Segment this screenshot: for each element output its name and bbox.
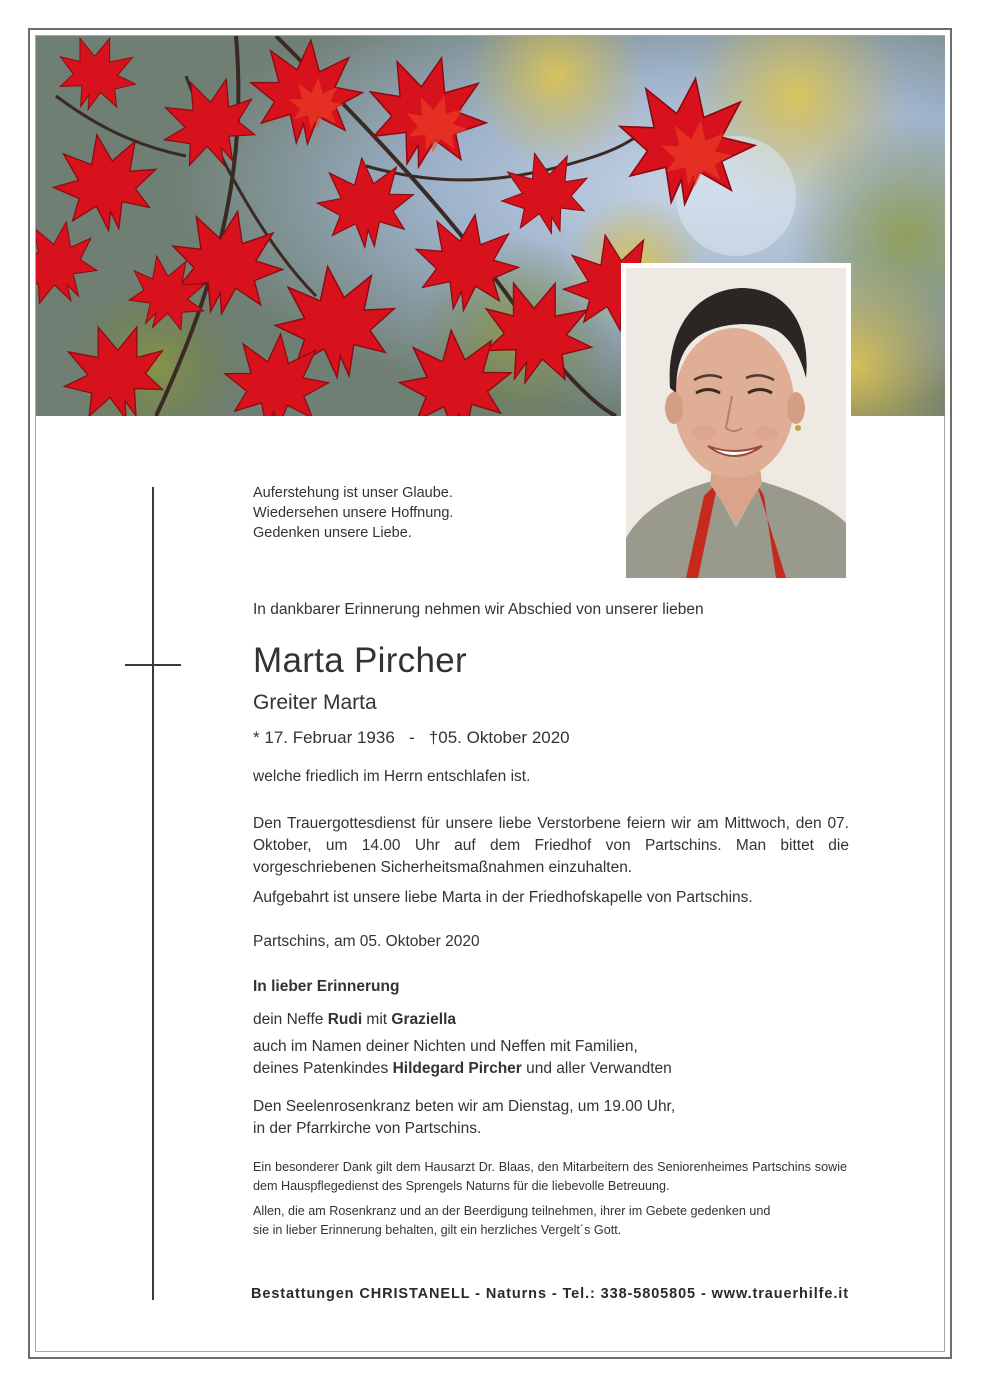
footer-funeral-home: Bestattungen CHRISTANELL - Naturns - Tel.: 338-5805805 - www.trauerhilfe.it — [251, 1286, 849, 1302]
godchild-prefix: deines Patenkindes — [253, 1060, 393, 1077]
rosary-text — [253, 1096, 675, 1140]
birth-symbol: * — [253, 728, 260, 747]
portrait-photo — [621, 263, 851, 583]
family-lines — [253, 1036, 672, 1080]
service-text: Den Trauergottesdienst für unsere liebe Verstorbene feiern wir am Mittwoch, den 07. Oktober, um 14.00 Uhr auf dem Friedhof von Partschins. Man bittet die vorgeschriebenen Sicherheitsmaßnahmen einzuhalten. — [253, 815, 849, 876]
nephew-name: Rudi — [327, 1011, 363, 1028]
godchild-suffix: und aller Verwandten — [521, 1060, 672, 1077]
family-line-3 — [253, 1058, 672, 1080]
verse-line-2: Wiedersehen unsere Hoffnung. — [253, 505, 454, 521]
memory-heading: In lieber Erinnerung — [253, 978, 400, 995]
intro-text: In dankbarer Erinnerung nehmen wir Abschied von unserer lieben — [253, 601, 704, 618]
godchild-name: Hildegard Pircher — [392, 1060, 522, 1077]
portrait-image — [626, 268, 846, 578]
deceased-name: Marta Pircher — [253, 641, 467, 680]
death-symbol: † — [428, 728, 439, 747]
maiden-name: Greiter Marta — [253, 691, 377, 714]
nephew-prefix: dein Neffe — [253, 1011, 328, 1028]
verse-line-1: Auferstehung ist unser Glaube. — [253, 485, 453, 501]
death-date: 05. Oktober 2020 — [438, 728, 570, 747]
family-line-2: auch im Namen deiner Nichten und Neffen mit Familien, — [253, 1038, 638, 1055]
life-dates — [253, 728, 570, 748]
thanks-all-line-2: sie in lieber Erinnerung behalten, gilt ein herzliches Vergelt´s Gott. — [253, 1222, 622, 1237]
birth-date: 17. Februar 1936 — [264, 728, 395, 747]
laid-out-text: Aufgebahrt ist unsere liebe Marta in der Friedhofskapelle von Partschins. — [253, 889, 753, 906]
rosary-line-2: in der Pfarrkirche von Partschins. — [253, 1120, 482, 1137]
cross-horizontal-bar — [125, 664, 181, 666]
rosary-line-1: Den Seelenrosenkranz beten wir am Dienstag, um 19.00 Uhr, — [253, 1098, 676, 1115]
partner-name: Graziella — [391, 1011, 457, 1028]
verse — [253, 483, 453, 543]
date-separator: - — [408, 728, 415, 747]
with-text: mit — [362, 1011, 392, 1028]
cross-vertical-bar — [152, 487, 154, 1300]
verse-line-3: Gedenken unsere Liebe. — [253, 525, 412, 541]
thanks-all-line-1: Allen, die am Rosenkranz und an der Beerdigung teilnehmen, ihrer im Gebete gedenken und — [253, 1204, 771, 1218]
family-line-1 — [253, 1011, 456, 1029]
place-date: Partschins, am 05. Oktober 2020 — [253, 933, 480, 950]
thanks-all-text — [253, 1202, 847, 1239]
peaceful-text: welche friedlich im Herrn entschlafen ist. — [253, 768, 531, 785]
thanks-text: Ein besonderer Dank gilt dem Hausarzt Dr. Blaas, den Mitarbeitern des Seniorenheimes Partschins sowie dem Hauspflegedienst des Sprengels Naturns für die liebevolle Betreuung. — [253, 1160, 847, 1193]
